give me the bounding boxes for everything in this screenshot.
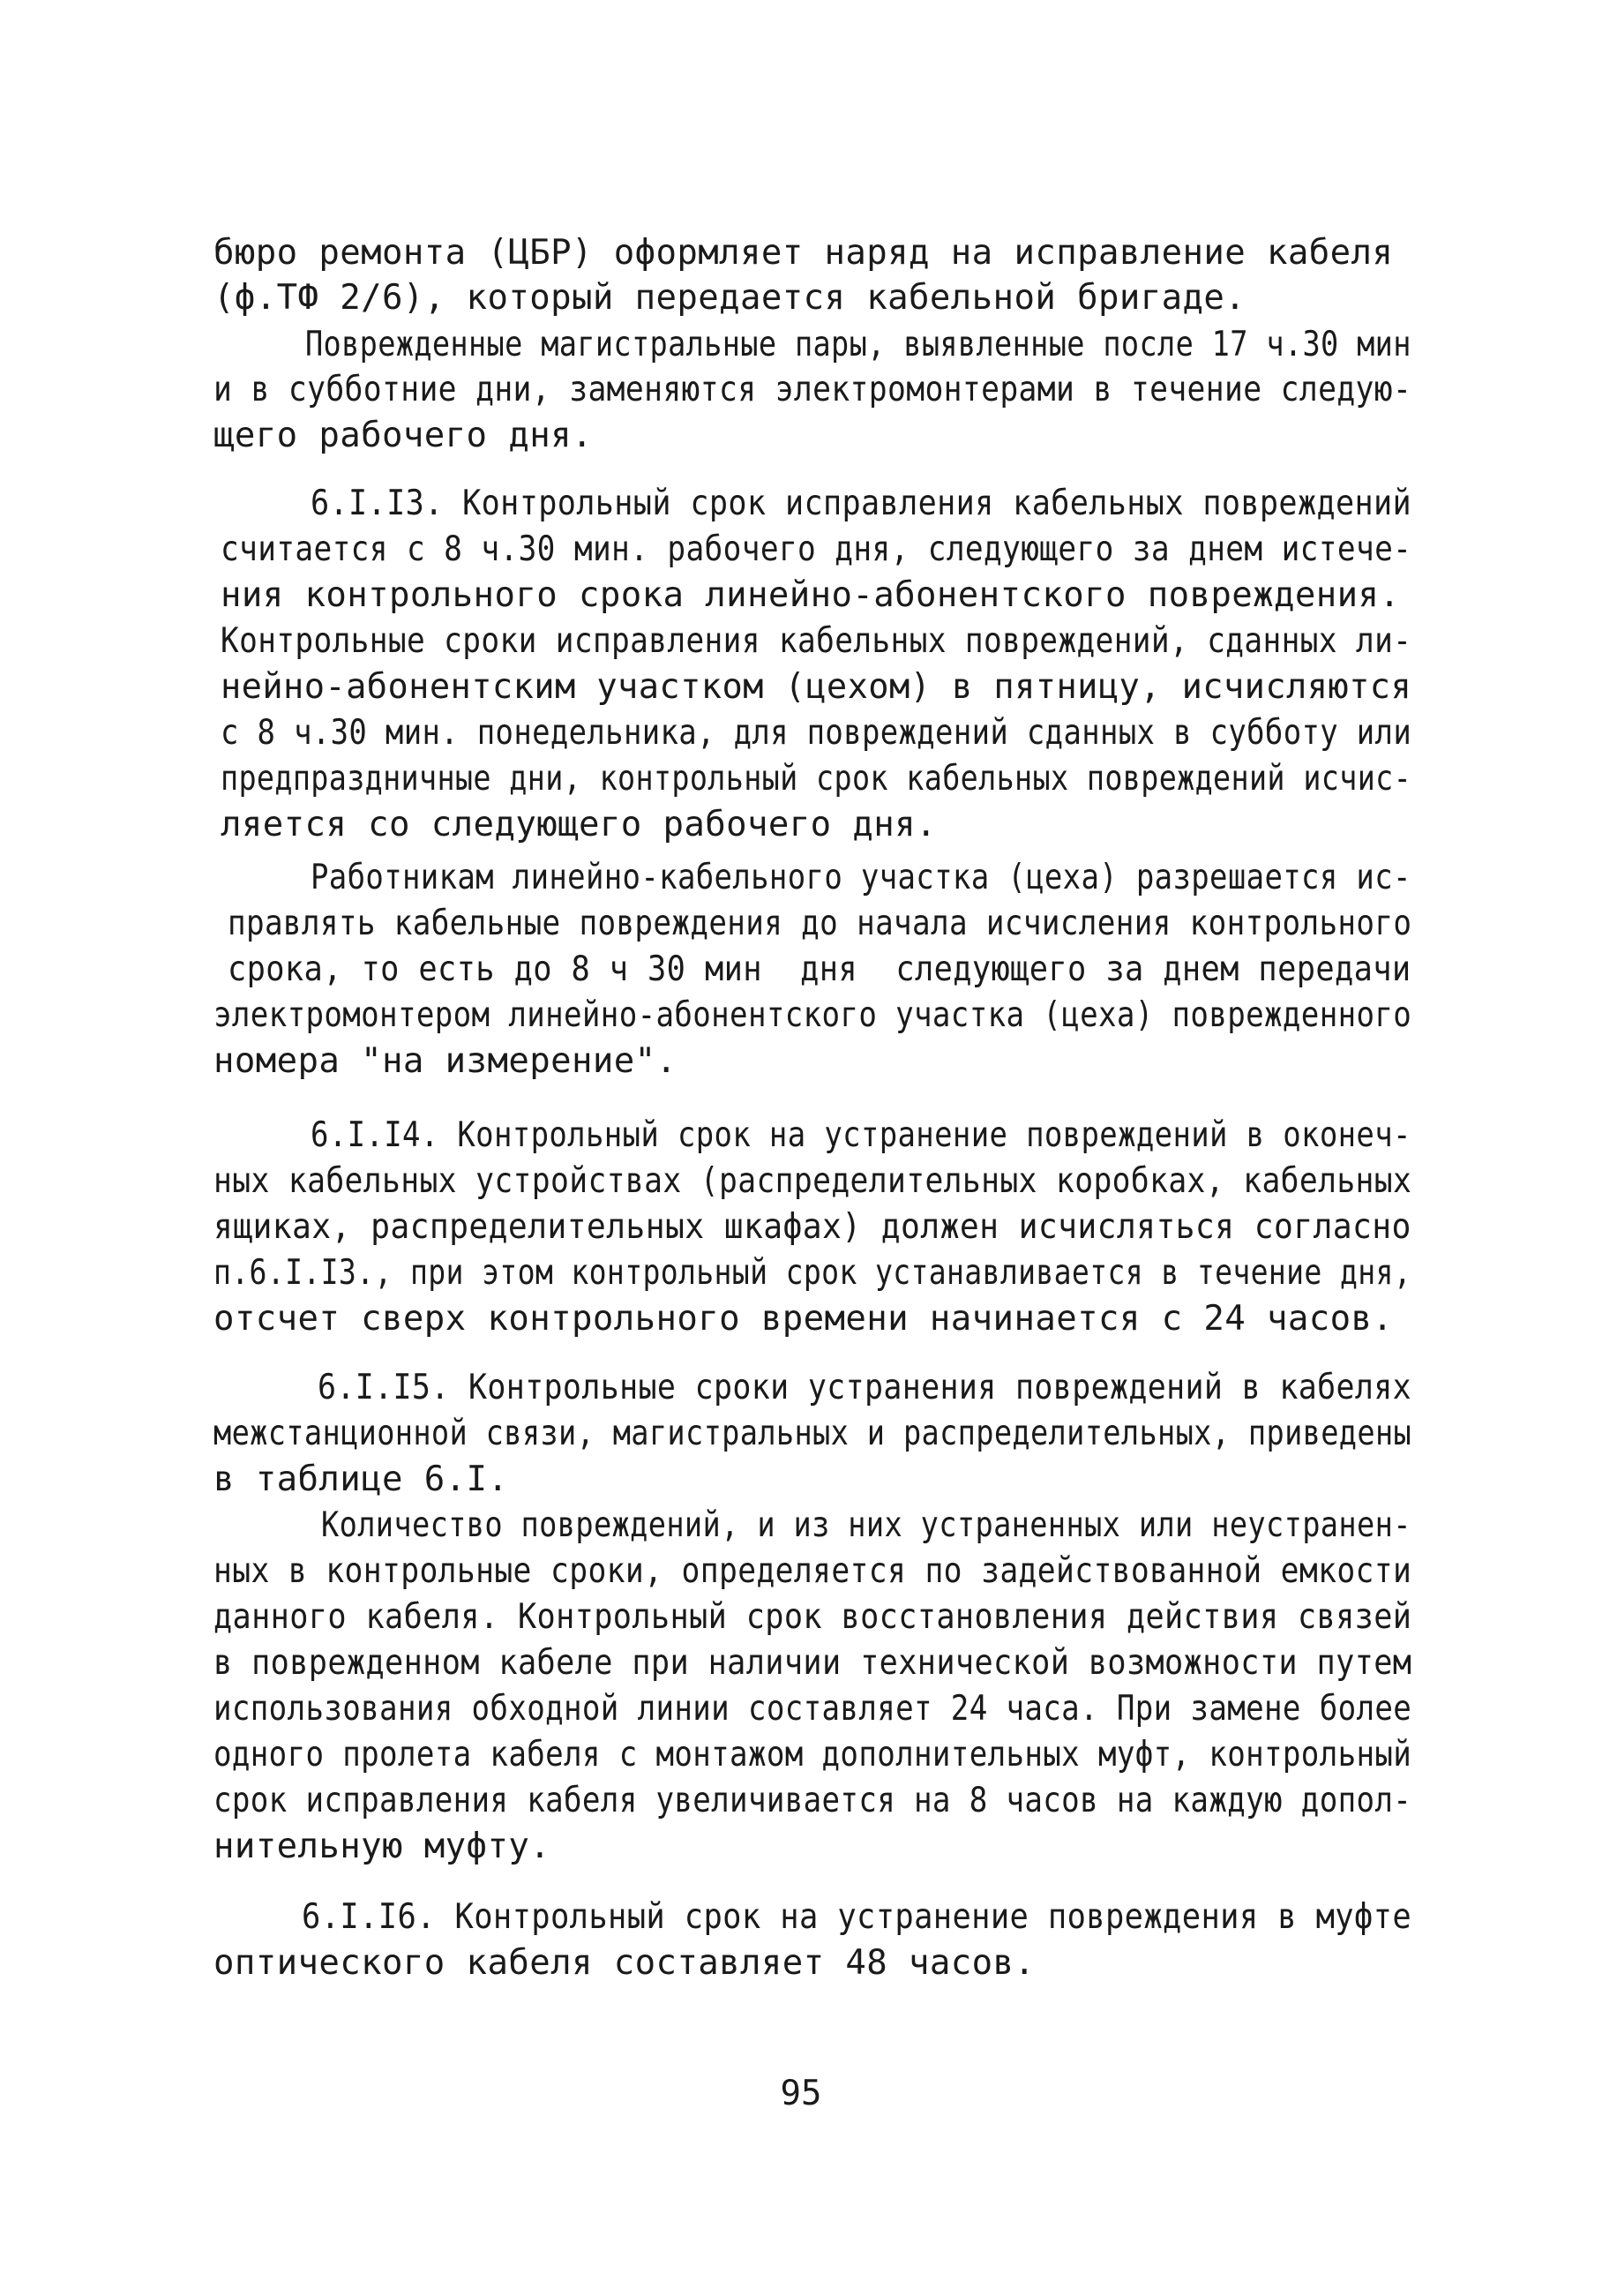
text-line: ящиках, распределительных шкафах) должен исчисляться согласно: [213, 1207, 1411, 1247]
text-line: 6.I.I4. Контрольный срок на устранение повреждений в оконеч-: [311, 1115, 1411, 1155]
text-line: межстанционной связи, магистральных и распределительных, приведены: [213, 1414, 1412, 1453]
text-line: бюро ремонта (ЦБР) оформляет наряд на исправление кабеля: [213, 233, 1394, 273]
text-line: нительную муфту.: [213, 1827, 551, 1866]
text-line: Работникам линейно-кабельного участка (цеха) разрешается ис-: [311, 858, 1411, 897]
text-line: ных кабельных устройствах (распределительных коробках, кабельных: [213, 1161, 1412, 1201]
text-line: правлять кабельные повреждения до начала исчисления контрольного: [228, 904, 1412, 943]
text-line: Количество повреждений, и из них устраненных или неустранен-: [321, 1505, 1411, 1545]
text-line: и в субботние дни, заменяются электромонтерами в течение следую-: [213, 370, 1412, 409]
text-line: ных в контрольные сроки, определяется по задействованной емкости: [213, 1551, 1412, 1591]
text-line: оптического кабеля составляет 48 часов.: [213, 1943, 1036, 1983]
text-line: использования обходной линии составляет 24 часа. При замене более: [213, 1689, 1412, 1729]
text-line: Поврежденные магистральные пары, выявленные после 17 ч.30 мин: [305, 325, 1411, 364]
text-line: с 8 ч.30 мин. понедельника, для повреждений сданных в субботу или: [221, 713, 1412, 753]
text-line: нейно-абонентским участком (цехом) в пятницу, исчисляются: [221, 667, 1412, 707]
text-line: считается с 8 ч.30 мин. рабочего дня, следующего за днем истече-: [221, 529, 1412, 569]
page-number: 95: [780, 2074, 822, 2113]
text-line: предпраздничные дни, контрольный срок кабельных повреждений исчис-: [221, 759, 1412, 799]
text-line: в поврежденном кабеле при наличии технической возможности путем: [213, 1643, 1412, 1683]
text-line: в таблице 6.I.: [213, 1459, 509, 1499]
text-line: номера "на измерение".: [213, 1041, 677, 1081]
text-line: 6.I.I6. Контрольный срок на устранение повреждения в муфте: [302, 1897, 1412, 1937]
text-line: ния контрольного срока линейно-абонентского повреждения.: [221, 575, 1401, 615]
text-line: отсчет сверх контрольного времени начинается с 24 часов.: [213, 1299, 1394, 1339]
text-line: 6.I.I3. Контрольный срок исправления кабельных повреждений: [311, 484, 1412, 523]
text-line: срока, то есть до 8 ч 30 мин дня следующего за днем передачи: [228, 949, 1411, 989]
text-line: одного пролета кабеля с монтажом дополнительных муфт, контрольный: [213, 1735, 1412, 1775]
text-line: ляется со следующего рабочего дня.: [221, 805, 937, 844]
text-line: щего рабочего дня.: [213, 416, 593, 455]
text-line: данного кабеля. Контрольный срок восстановления действия связей: [213, 1597, 1412, 1637]
text-line: п.6.I.I3., при этом контрольный срок устанавливается в течение дня,: [213, 1253, 1412, 1293]
text-line: (ф.ТФ 2/6), который передается кабельной бригаде.: [213, 278, 1246, 318]
text-line: 6.I.I5. Контрольные сроки устранения повреждений в кабелях: [318, 1368, 1412, 1407]
text-line: Контрольные сроки исправления кабельных повреждений, сданных ли-: [221, 621, 1412, 661]
text-line: срок исправления кабеля увеличивается на 8 часов на каждую допол-: [213, 1781, 1412, 1820]
text-line: электромонтером линейно-абонентского участка (цеха) поврежденного: [213, 995, 1412, 1035]
